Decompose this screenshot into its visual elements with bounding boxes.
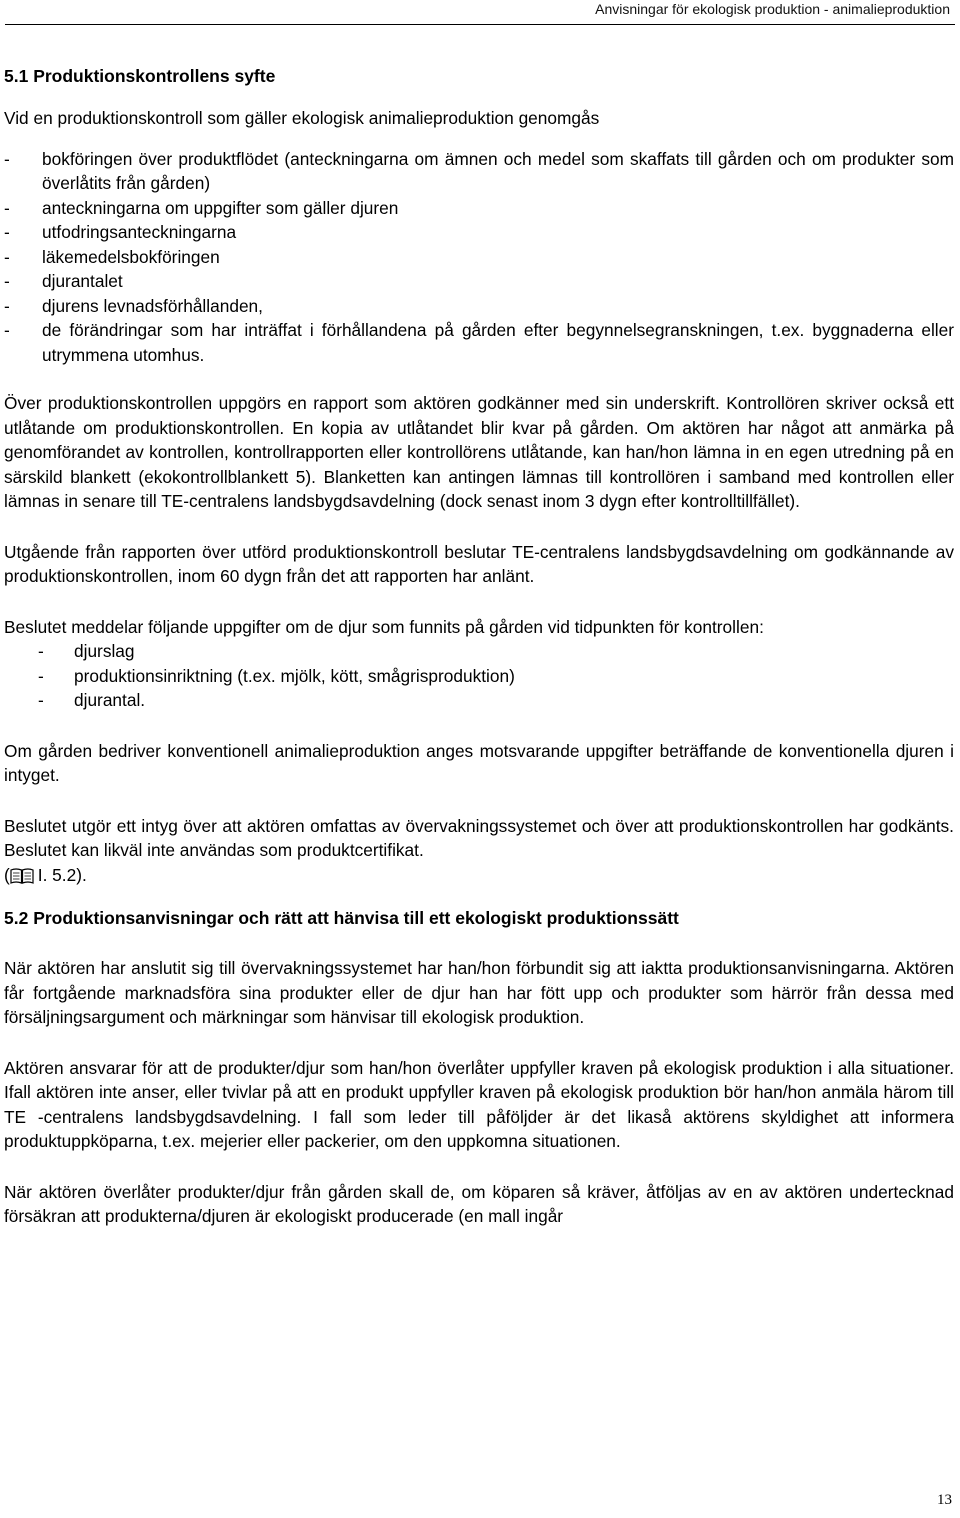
list-item	[4, 220, 954, 245]
list-item-text: läkemedelsbokföringen	[42, 246, 220, 267]
list-item-text: utfodringsanteckningarna	[42, 222, 237, 242]
open-book-icon	[10, 866, 38, 891]
list-dash: -	[4, 246, 10, 267]
transfer-paragraph: När aktören överlåter produkter/djur från gården skall de, om köparen så kräver, åtföljas av en av aktören undertecknad försäkran att produkterna/djuren är ekologiskt producerade (en mall ingår	[4, 1181, 954, 1226]
reference-text: I. 5.2).	[37, 864, 87, 885]
list-item	[4, 294, 954, 319]
list-item-text: bokföringen över produktflödet (anteckningarna om ämnen och medel som skaffats till gården och om produkter som överlåtits från gården)	[42, 148, 954, 193]
list-item	[4, 688, 954, 713]
page-number: 13	[937, 1492, 952, 1508]
reference-line	[4, 863, 954, 891]
report-paragraph: Över produktionskontrollen uppgörs en rapport som aktören godkänner med sin underskrift. Kontrollören skriver också ett utlåtande om produktionskontrollen. En kopia av utlåtandet blir kvar på gården. Om aktören har något att anmärka på genomförandet av kontrollen, kontrollrapporten eller kontrollörens utlåtande, kan han/hon lämna in en egen utredning på en särskild blankett (ekokontrollblankett 5). Blanketten kan antingen lämnas till kontrollören i samband med kontrollen eller lämnas in senare till TE-centralens landsbygdsavdelning (dock senast inom 3 dygn efter kontrolltillfället).	[4, 393, 954, 511]
list-item-text: produktionsinriktning (t.ex. mjölk, kött, smågrisproduktion)	[74, 665, 515, 686]
list-item-text: djurslag	[74, 641, 135, 661]
list-item-text: djurens levnadsförhållanden,	[42, 295, 263, 316]
list-item-text: de förändringar som har inträffat i förhållandena på gården efter begynnelsegranskningen, t.ex. byggnaderna eller utrymmena utomhus.	[42, 320, 954, 365]
list-dash: -	[38, 641, 44, 661]
list-item-text: anteckningarna om uppgifter som gäller djuren	[42, 197, 399, 218]
reference-open-paren: (	[4, 864, 10, 885]
list-dash: -	[4, 295, 10, 316]
decision-items-list	[4, 639, 954, 713]
list-item	[4, 147, 954, 196]
header-divider	[5, 24, 955, 25]
list-item	[4, 269, 954, 294]
list-item-text: djurantalet	[42, 271, 123, 291]
list-dash: -	[4, 271, 10, 291]
conventional-paragraph: Om gården bedriver konventionell animalieproduktion anges motsvarande uppgifter beträffande de konventionella djuren i intyget.	[4, 740, 954, 785]
section-heading-5-1: 5.1 Produktionskontrollens syfte	[4, 66, 276, 86]
list-dash: -	[4, 320, 10, 340]
list-dash: -	[4, 148, 10, 169]
list-dash: -	[4, 222, 10, 242]
certificate-paragraph: Beslutet utgör ett intyg över att aktören omfattas av övervakningssystemet och över att produktionskontrollen har godkänts. Beslutet kan likväl inte användas som produktcertifikat.	[4, 815, 954, 860]
control-items-list	[4, 147, 954, 368]
section-heading-5-2: 5.2 Produktionsanvisningar och rätt att hänvisa till ett ekologiskt produktionssätt	[4, 908, 679, 928]
list-item	[4, 664, 954, 689]
list-item	[4, 318, 954, 367]
list-item	[4, 639, 954, 664]
marketing-paragraph: När aktören har anslutit sig till övervakningssystemet har han/hon förbundit sig att iaktta produktionsanvisningarna. Aktören får fortgående marknadsföra sina produkter eller de djur han har fött upp och produkter som härrör från dessa med försäljningsargument och märkningar som hänvisar till ekologisk produktion.	[4, 958, 954, 1027]
decision-details-paragraph: Beslutet meddelar följande uppgifter om de djur som funnits på gården vid tidpunkten för kontrollen:	[4, 616, 764, 637]
list-dash: -	[38, 690, 44, 710]
list-item	[4, 196, 954, 221]
document-body	[4, 64, 954, 1229]
list-item-text: djurantal.	[74, 690, 146, 710]
list-item	[4, 245, 954, 270]
list-dash: -	[4, 197, 10, 218]
page-header-title: Anvisningar för ekologisk produktion - animalieproduktion	[595, 1, 950, 17]
responsibility-paragraph: Aktören ansvarar för att de produkter/djur som han/hon överlåter uppfyller kraven på ekologisk produktion i alla situationer. Ifall aktören inte anser, eller tvivlar på att en produkt uppfyller kraven på ekologisk produktion bör han/hon anmäla härom till TE -centralens landsbygdsavdelning. I fall som leder till påföljder är det likaså aktörens skyldighet att informera produktuppköparna, t.ex. mejerier eller packerier, om den uppkomna situationen.	[4, 1057, 954, 1151]
decision-paragraph: Utgående från rapporten över utförd produktionskontroll beslutar TE-centralens landsbygdsavdelning om godkännande av produktionskontrollen, inom 60 dygn från det att rapporten har anlänt.	[4, 541, 954, 586]
intro-paragraph: Vid en produktionskontroll som gäller ekologisk animalieproduktion genomgås	[4, 108, 600, 128]
list-dash: -	[38, 665, 44, 686]
